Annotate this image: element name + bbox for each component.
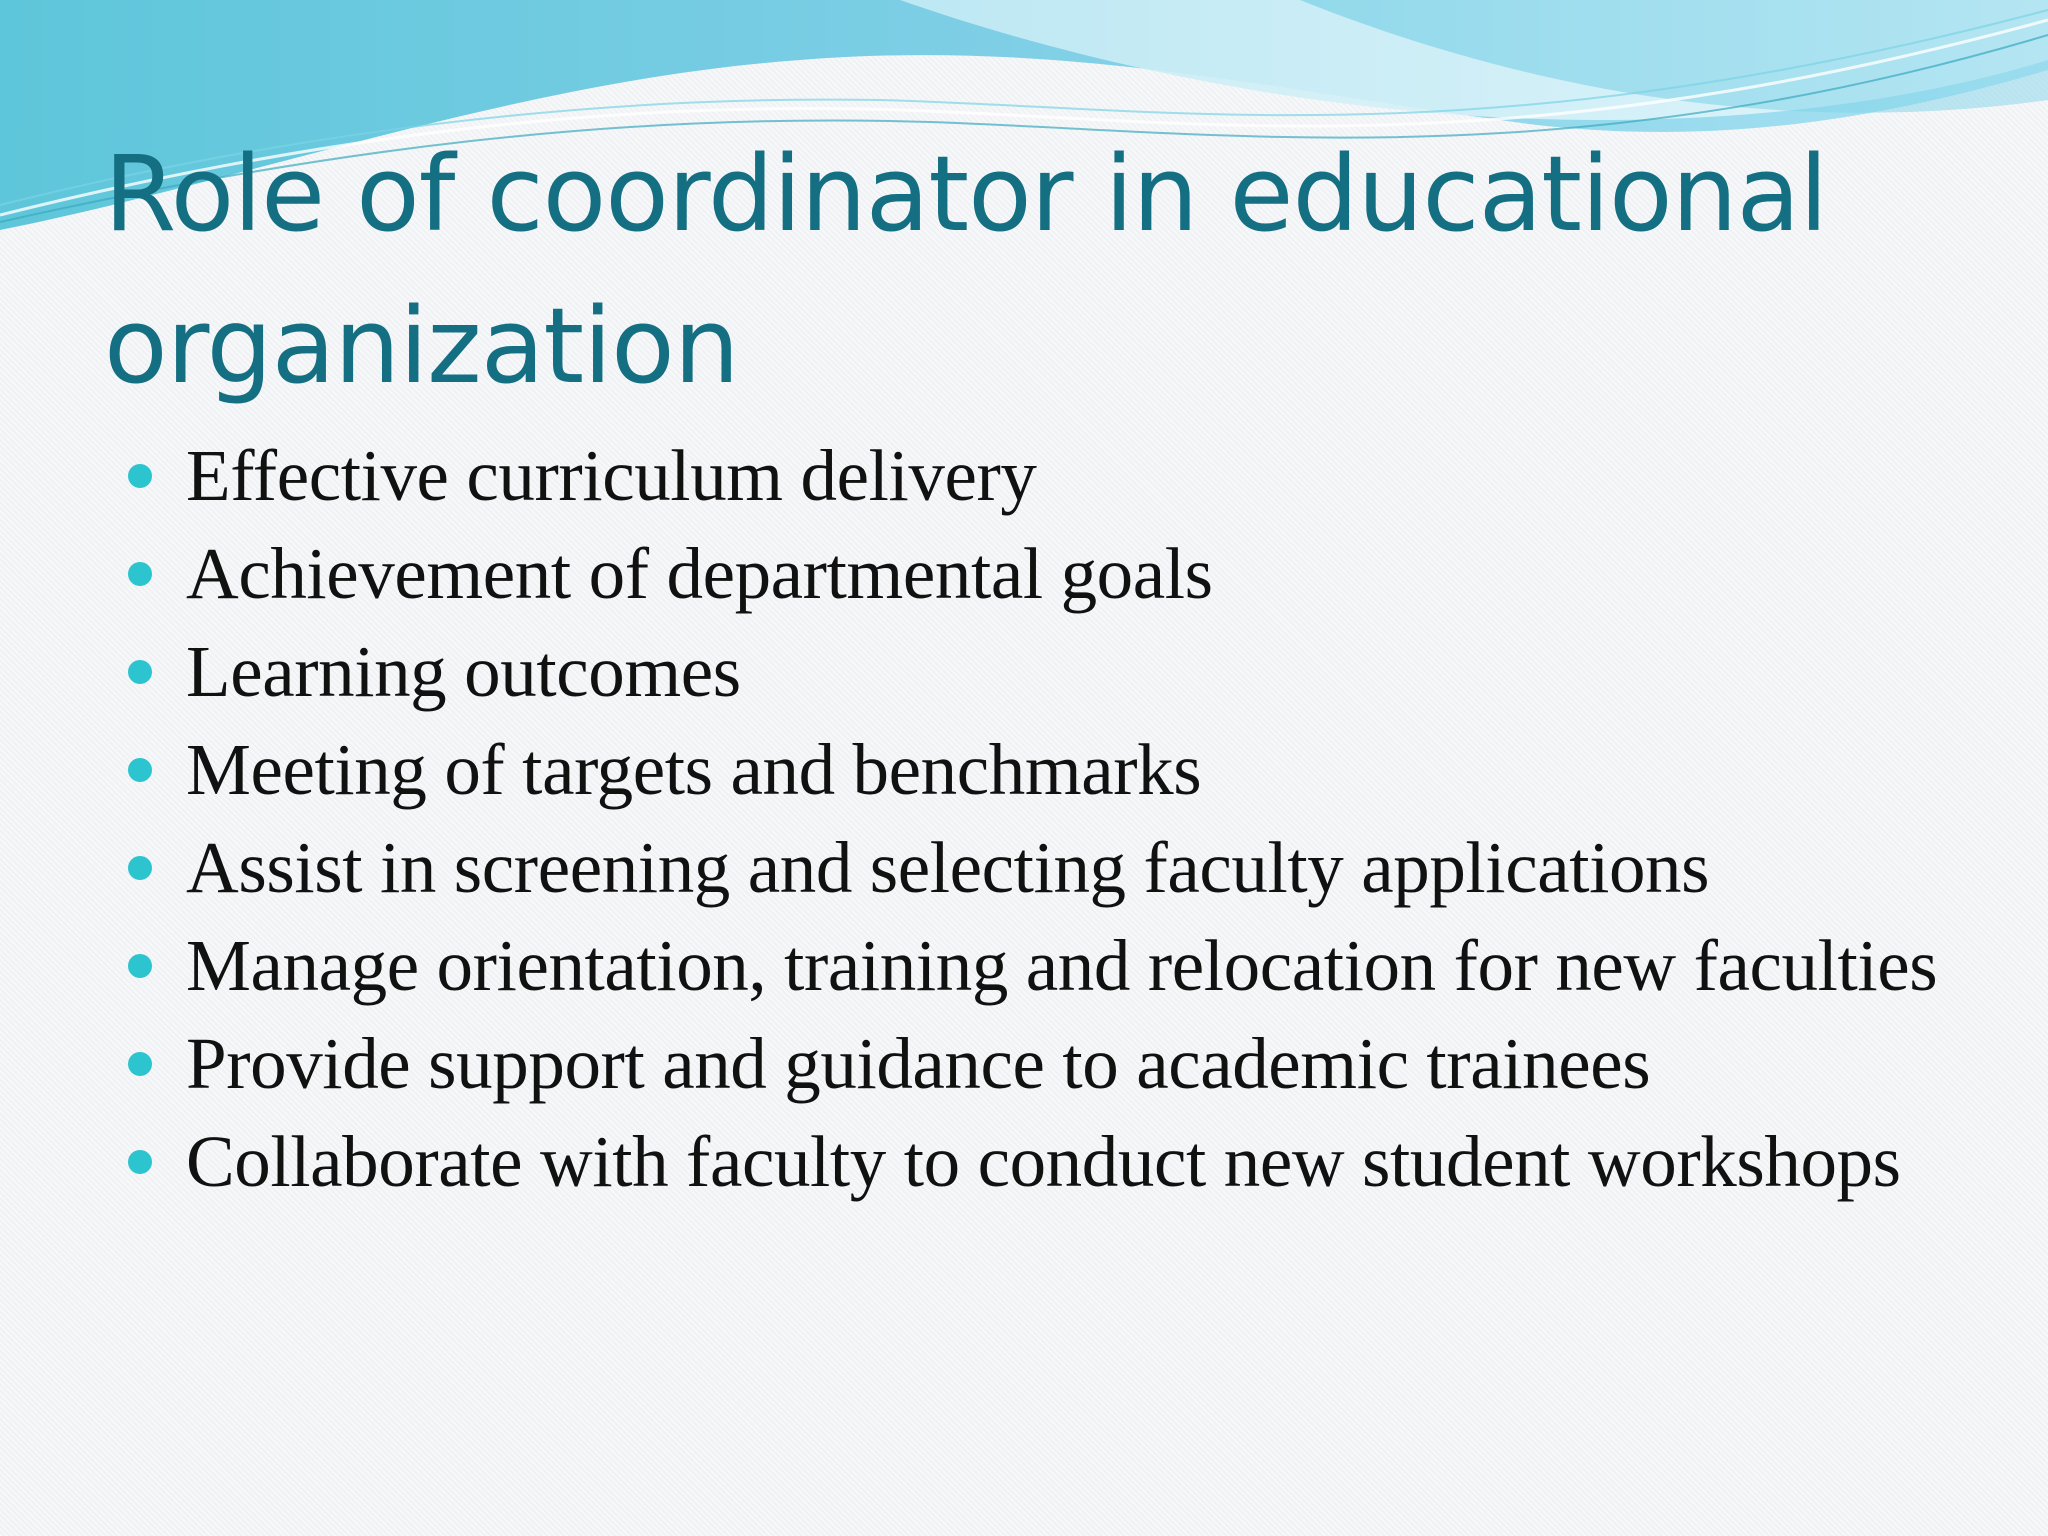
bullet-text: Learning outcomes <box>186 631 741 712</box>
bullet-text: Collaborate with faculty to conduct new student workshops <box>186 1121 1901 1202</box>
bullet-text: Assist in screening and selecting faculty applications <box>186 827 1710 908</box>
bullet-item <box>128 534 1988 614</box>
bullet-dot-icon <box>128 562 152 586</box>
bullet-dot-icon <box>128 1150 152 1174</box>
bullet-dot-icon <box>128 1052 152 1076</box>
bullet-dot-icon <box>128 464 152 488</box>
bullet-text: Manage orientation, training and relocation for new faculties <box>186 925 1938 1006</box>
bullet-text: Meeting of targets and benchmarks <box>186 729 1202 810</box>
bullet-item <box>128 632 1988 712</box>
bullet-item <box>128 1024 1988 1104</box>
bullet-item <box>128 828 1988 908</box>
slide-title: Role of coordinator in educational organization <box>104 133 1828 407</box>
bullet-item <box>128 1122 1988 1202</box>
bullet-text: Effective curriculum delivery <box>186 435 1037 516</box>
bullet-text: Achievement of departmental goals <box>186 533 1213 614</box>
bullet-text: Provide support and guidance to academic trainees <box>186 1023 1651 1104</box>
bullet-dot-icon <box>128 758 152 782</box>
bullet-item <box>128 926 1988 1006</box>
bullet-item <box>128 730 1988 810</box>
bullet-item <box>128 436 1988 516</box>
bullet-list <box>128 436 1988 1220</box>
bullet-dot-icon <box>128 856 152 880</box>
bullet-dot-icon <box>128 954 152 978</box>
bullet-dot-icon <box>128 660 152 684</box>
